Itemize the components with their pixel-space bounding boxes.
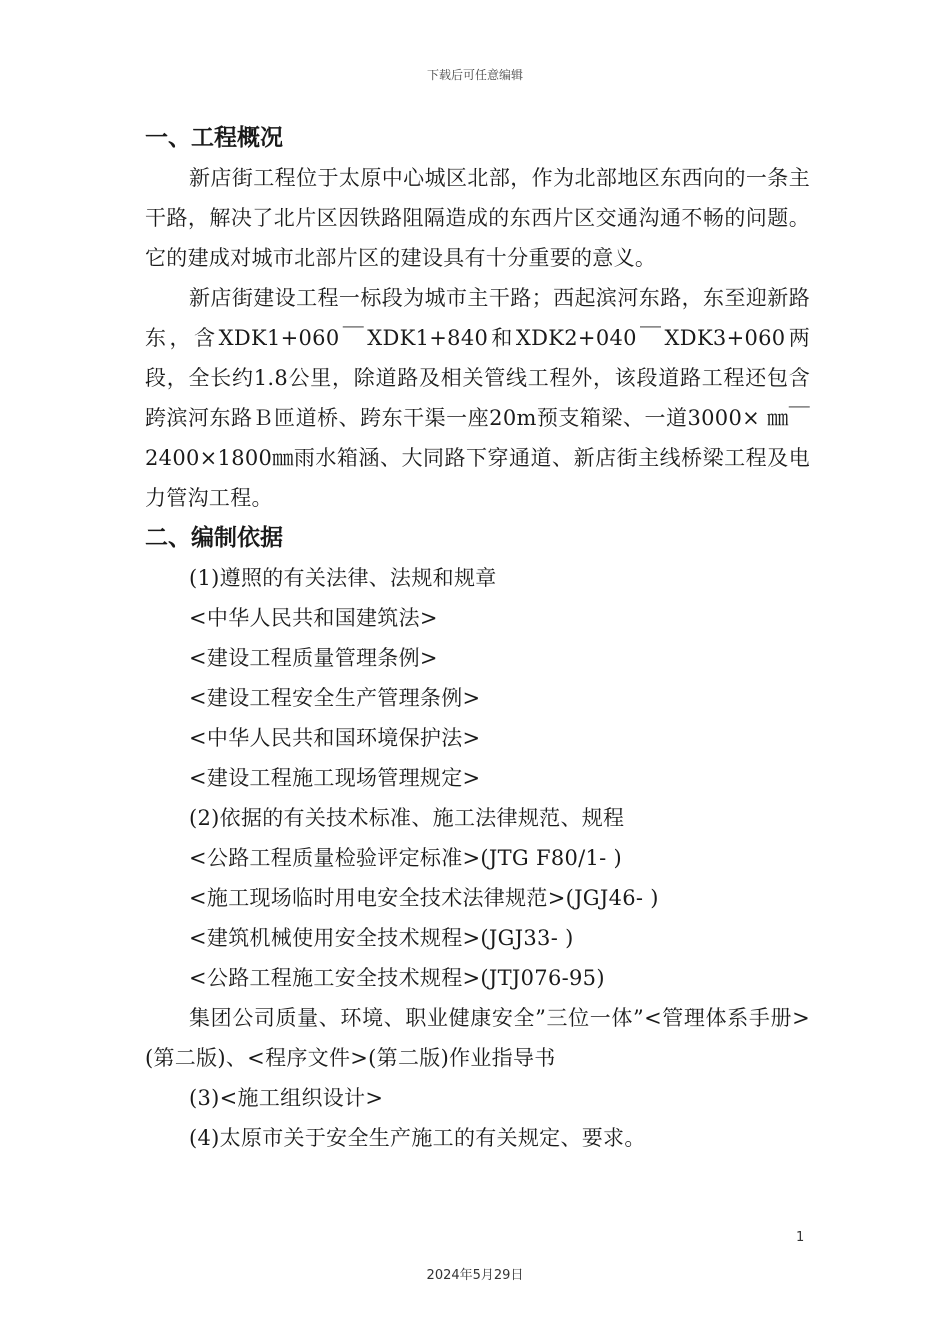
document-body (145, 118, 810, 1158)
page-number: 1 (796, 1230, 805, 1245)
section-heading-basis: 二、编制依据 (145, 525, 283, 551)
basis-item: <公路工程质量检验评定标准>(JTG F80/1- ) (189, 846, 623, 870)
basis-item: <建设工程安全生产管理条例> (189, 686, 481, 710)
page-header: 下载后可任意编辑 (426, 68, 523, 82)
page-footer-date: 2024年5月29日 (426, 1268, 524, 1283)
basis-item: <中华人民共和国建筑法> (189, 606, 438, 630)
basis-item: (2)依据的有关技术标准、施工法律规范、规程 (189, 806, 625, 830)
basis-item: (1)遵照的有关法律、法规和规章 (189, 566, 497, 590)
basis-item: <建筑机械使用安全技术规程>(JGJ33- ) (189, 926, 574, 950)
overview-paragraph-1: 新店街工程位于太原中心城区北部，作为北部地区东西向的一条主干路，解决了北片区因铁路阻隔造成的东西片区交通沟通不畅的问题。它的建成对城市北部片区的建设具有十分重要的意义。 (145, 166, 810, 270)
basis-item: (3)<施工组织设计> (189, 1086, 384, 1110)
section-heading-overview: 一、工程概况 (145, 125, 283, 151)
basis-item: <中华人民共和国环境保护法> (189, 726, 481, 750)
overview-paragraph-2: 新店街建设工程一标段为城市主干路；西起滨河东路，东至迎新路东，含XDK1+060￣XDK1+840和XDK2+040￣XDK3+060两段，全长约1.8公里，除道路及相关管线工程外，该段道路工程还包含跨滨河东路Ｂ匝道桥、跨东干渠一座20m预支箱梁、一道3000× ㎜￣2400×1800㎜雨水箱涵、大同路下穿通道、新店街主线桥梁工程及电力管沟工程。 (145, 286, 810, 510)
basis-paragraph: 集团公司质量、环境、职业健康安全”三位一体”<管理体系手册>(第二版)、<程序文件>(第二版)作业指导书 (145, 1006, 810, 1070)
basis-item: <施工现场临时用电安全技术法律规范>(JGJ46- ) (189, 886, 659, 910)
basis-item: (4)太原市关于安全生产施工的有关规定、要求。 (189, 1126, 646, 1150)
basis-item: <建设工程施工现场管理规定> (189, 766, 481, 790)
basis-item: <公路工程施工安全技术规程>(JTJ076-95) (189, 966, 605, 990)
basis-item: <建设工程质量管理条例> (189, 646, 438, 670)
